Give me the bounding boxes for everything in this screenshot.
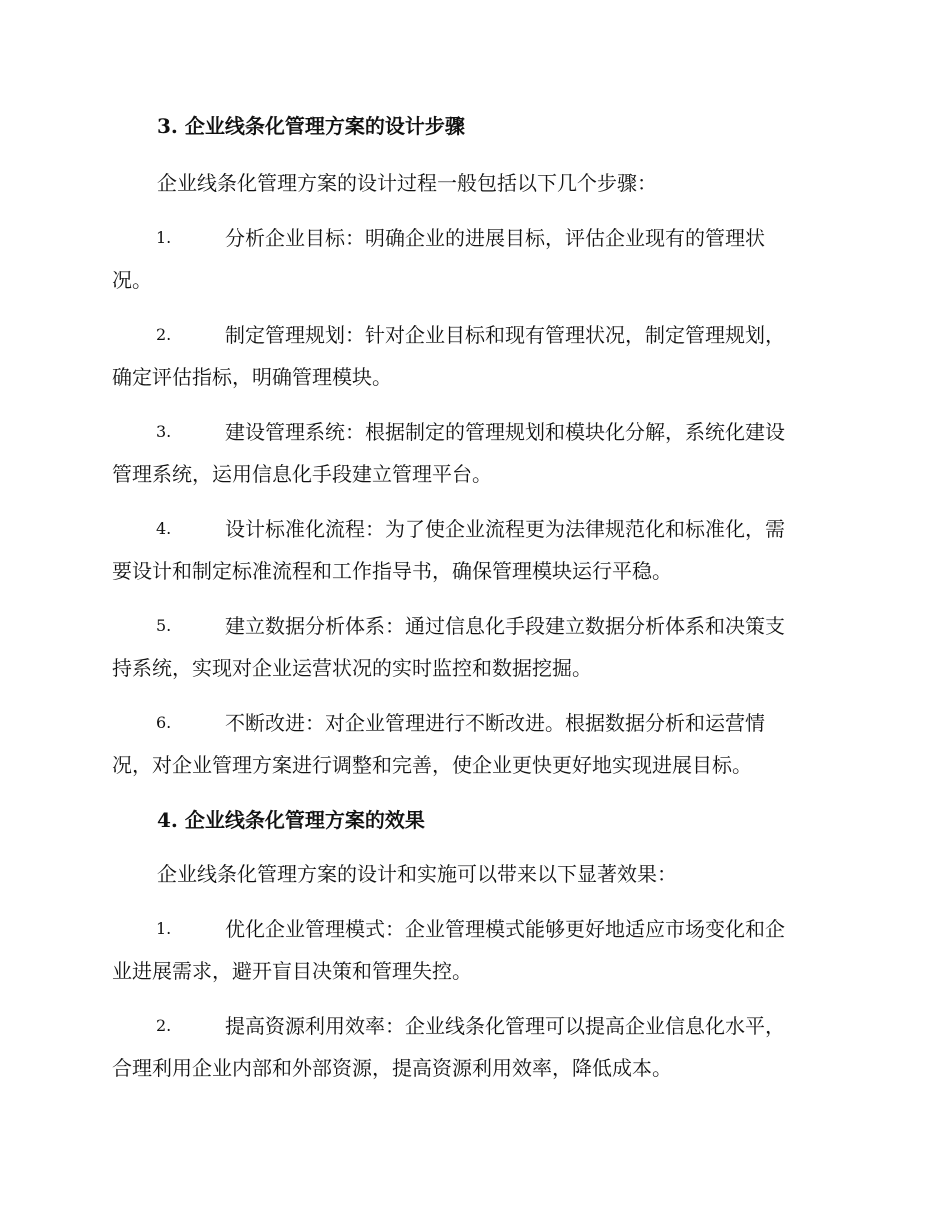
list-item-text-continued: 合理利用企业内部和外部资源，提高资源利用效率，降低成本。	[112, 1056, 672, 1080]
list-item	[112, 224, 834, 294]
list-item	[112, 321, 834, 391]
list-item-text: 优化企业管理模式：企业管理模式能够更好地适应市场变化和企	[225, 917, 785, 941]
list-item-text-continued: 况。	[112, 268, 152, 292]
list-item-text: 设计标准化流程：为了使企业流程更为法律规范化和标准化，需	[225, 517, 785, 541]
list-item	[112, 418, 834, 488]
section-3-intro: 企业线条化管理方案的设计过程一般包括以下几个步骤：	[157, 171, 657, 195]
list-item-number: 2.	[156, 325, 172, 344]
list-item-text-continued: 业进展需求，避开盲目决策和管理失控。	[112, 959, 472, 983]
list-item-number: 5.	[156, 616, 172, 635]
list-item-text-continued: 况，对企业管理方案进行调整和完善，使企业更快更好地实现进展目标。	[112, 753, 752, 777]
list-item	[112, 1012, 834, 1082]
list-item-text: 建设管理系统：根据制定的管理规划和模块化分解，系统化建设	[225, 420, 785, 444]
list-item	[112, 515, 834, 585]
list-item-number: 4.	[156, 519, 172, 538]
list-item-text: 不断改进：对企业管理进行不断改进。根据数据分析和运营情	[225, 711, 765, 735]
list-item-text-continued: 确定评估指标，明确管理模块。	[112, 365, 392, 389]
list-item-text: 提高资源利用效率：企业线条化管理可以提高企业信息化水平，	[225, 1014, 785, 1038]
list-item-text-continued: 要设计和制定标准流程和工作指导书，确保管理模块运行平稳。	[112, 559, 672, 583]
list-item-number: 3.	[156, 422, 172, 441]
list-item-number: 1.	[156, 228, 172, 247]
list-item-number: 1.	[156, 919, 172, 938]
list-item	[112, 915, 834, 985]
list-item	[112, 709, 834, 779]
section-3-heading: 3. 企业线条化管理方案的设计步骤	[157, 114, 465, 138]
list-item-text: 分析企业目标：明确企业的进展目标，评估企业现有的管理状	[225, 226, 765, 250]
list-item-number: 6.	[156, 713, 172, 732]
list-item-text-continued: 管理系统，运用信息化手段建立管理平台。	[112, 462, 492, 486]
list-item-text-continued: 持系统，实现对企业运营状况的实时监控和数据挖掘。	[112, 656, 592, 680]
list-item	[112, 612, 834, 682]
list-item-number: 2.	[156, 1016, 172, 1035]
section-4-heading: 4. 企业线条化管理方案的效果	[157, 808, 425, 832]
section-4-intro: 企业线条化管理方案的设计和实施可以带来以下显著效果：	[157, 862, 677, 886]
list-item-text: 建立数据分析体系：通过信息化手段建立数据分析体系和决策支	[225, 614, 785, 638]
list-item-text: 制定管理规划：针对企业目标和现有管理状况，制定管理规划，	[225, 323, 785, 347]
